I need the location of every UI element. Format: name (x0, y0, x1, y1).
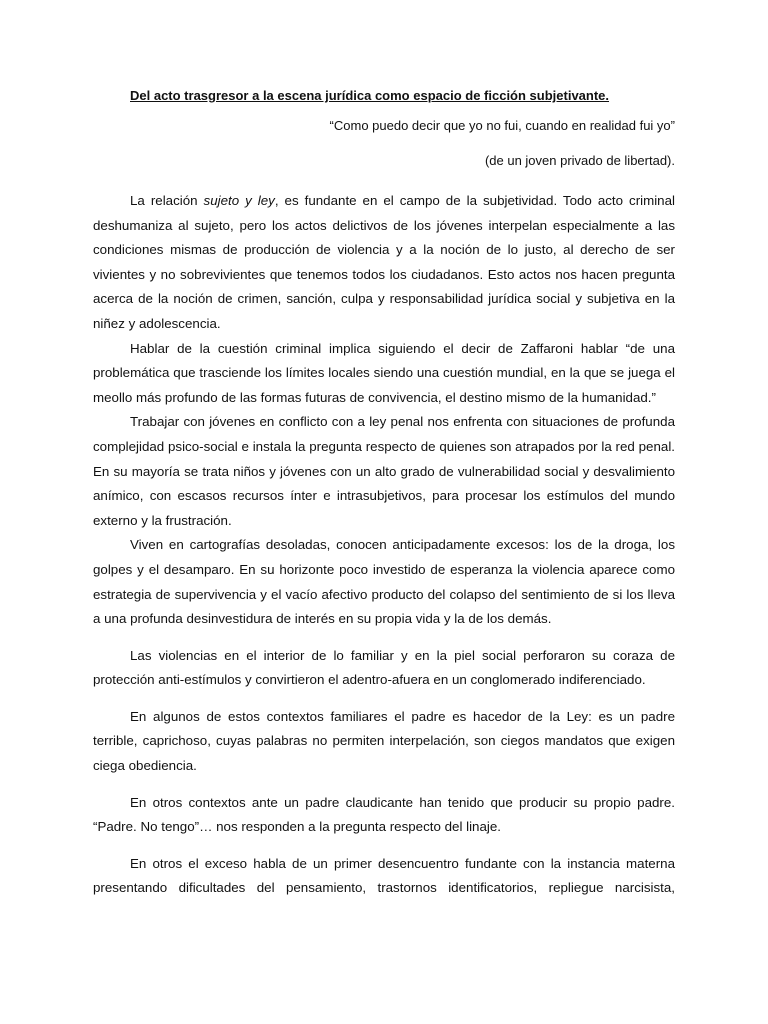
paragraph-sujeto-ley (93, 189, 675, 337)
paragraph-padre-ley: En algunos de estos contextos familiares el padre es hacedor de la Ley: es un padre terrible, caprichoso, cuyas palabras no permiten interpelación, son ciegos mandatos que exigen ciega obediencia. (93, 708, 675, 774)
paragraph-jovenes-conflicto: Trabajar con jóvenes en conflicto con a ley penal nos enfrenta con situaciones de profunda complejidad psico-social e instala la pregunta respecto de quienes son atrapados por la red penal. En su mayoría se trata niños y jóvenes con un alto grado de vulnerabilidad social y desvalimiento anímico, con escasos recursos ínter e intrasubjetivos, para procesar los estímulos del mundo externo y la frustración. (93, 414, 675, 528)
paragraph-text: La relación (130, 193, 204, 208)
paragraph-violencias: Las violencias en el interior de lo familiar y en la piel social perforaron su coraza de protección anti-estímulos y convirtieron el adentro-afuera en un conglomerado indiferenciado. (93, 647, 675, 688)
document-title: Del acto trasgresor a la escena jurídica como espacio de ficción subjetivante. (130, 88, 610, 103)
paragraph-cuestion-criminal: Hablar de la cuestión criminal implica siguiendo el decir de Zaffaroni hablar “de una problemática que trasciende los límites locales siendo una cuestión mundial, en la que se juega el meollo más profundo de las formas futuras de convivencia, el destino mismo de la humanidad.” (93, 340, 675, 405)
epigraph-quote: “Como puedo decir que yo no fui, cuando en realidad fui yo” (329, 118, 675, 133)
paragraph-padre-claudicante: En otros contextos ante un padre claudicante han tenido que producir su propio padre. “Padre. No tengo”… nos responden a la pregunta respecto del linaje. (93, 794, 675, 835)
paragraph-text: , es fundante en el campo de la subjetividad. Todo acto criminal deshumaniza al sujeto, pero los actos delictivos de los jóvenes interpelan especialmente a las condiciones mismas de producción de violencia y a la noción de lo justo, al derecho de ser vivientes y no sobrevivientes que tenemos todos los ciudadanos. Esto actos nos hacen pregunta acerca de la noción de crimen, sanción, culpa y responsabilidad jurídica social y subjetiva en la niñez y adolescencia. (93, 193, 675, 331)
paragraph-instancia-materna (93, 852, 675, 901)
epigraph-source: (de un joven privado de libertad). (484, 153, 675, 168)
paragraph-text: En otros el exceso habla de un primer desencuentro fundante con la instancia materna presentando dificultades del pensamiento, trastornos identificatorios, repliegue narcisista, (93, 855, 675, 896)
paragraph-cartografias: Viven en cartografías desoladas, conocen anticipadamente excesos: los de la droga, los golpes y el desamparo. En su horizonte poco investido de esperanza la violencia aparece como estrategia de supervivencia y el vacío afectivo producto del colapso del sentimiento de si los lleva a una profunda desinvestidura de interés en su propia vida y la de los demás. (93, 537, 675, 627)
emphasis-text: sujeto y ley (203, 193, 275, 208)
